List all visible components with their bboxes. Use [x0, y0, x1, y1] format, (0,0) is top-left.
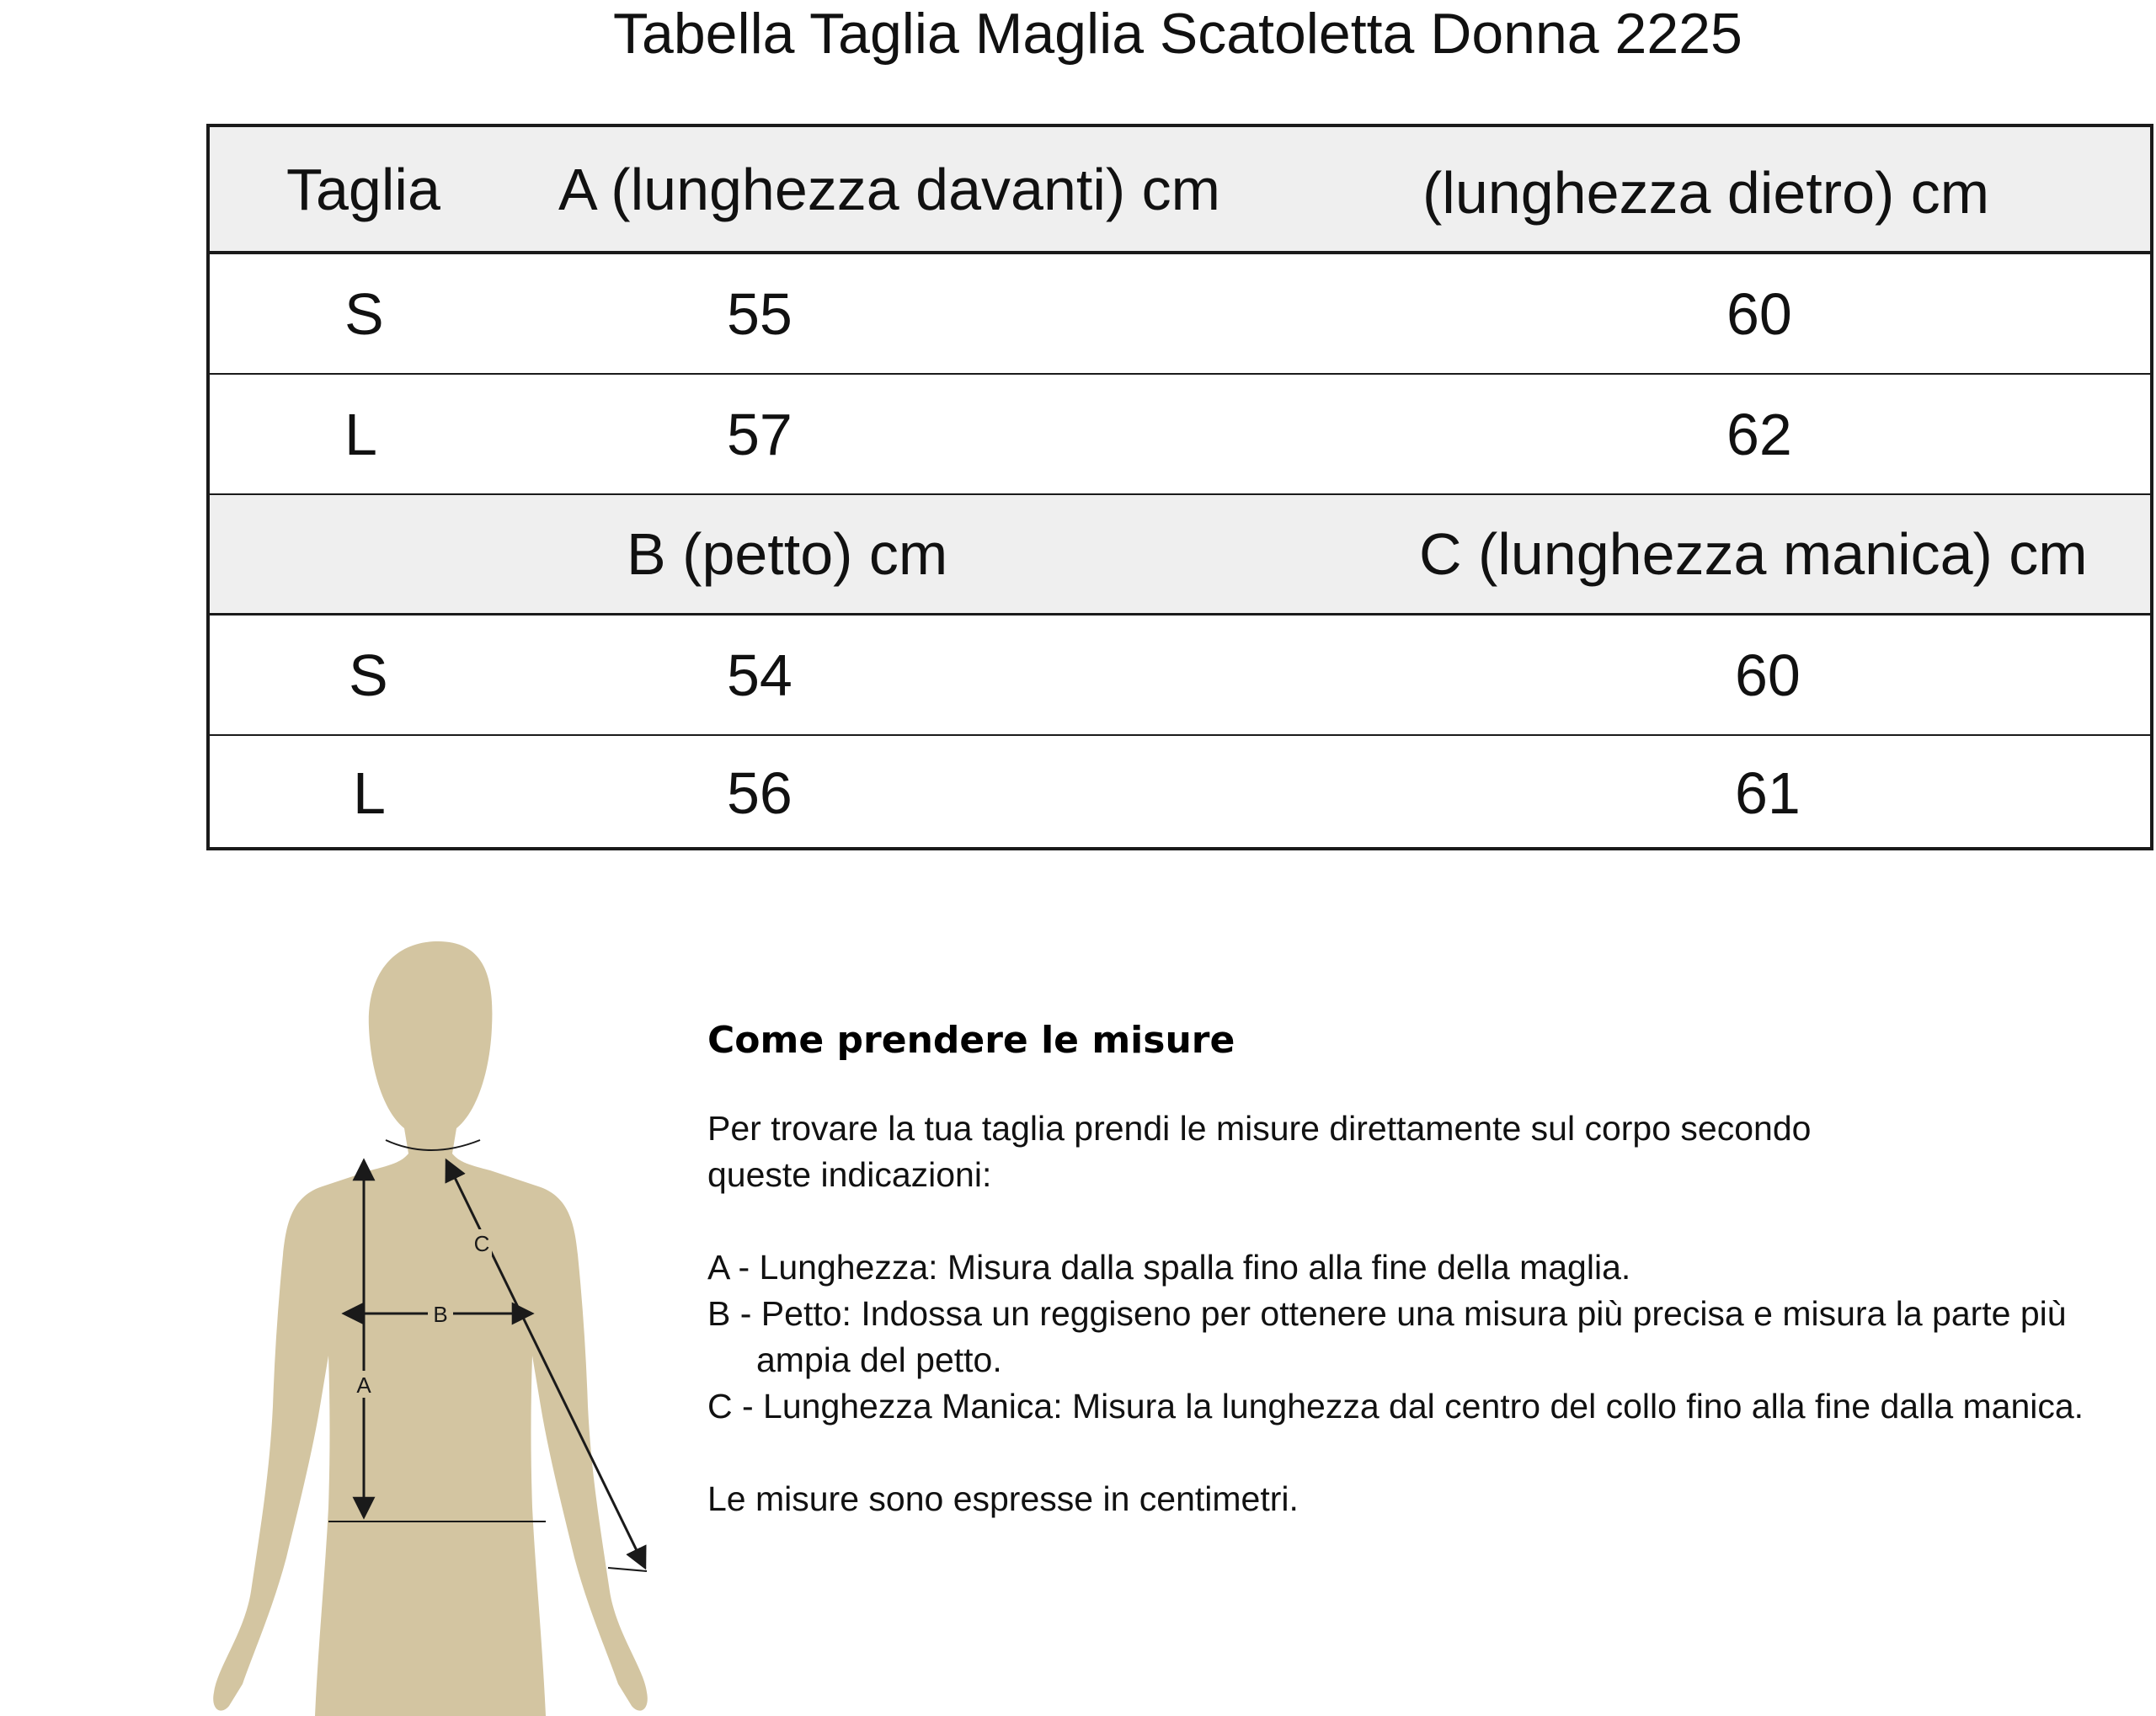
instruction-item-b — [707, 1291, 2139, 1383]
instruction-item-c — [707, 1383, 2139, 1430]
cell-front-length: 57 — [727, 401, 792, 467]
cell-back-length: 62 — [1726, 401, 1792, 467]
subheader-sleeve-length: C (lunghezza manica) cm — [1419, 521, 2088, 587]
subheader-chest: B (petto) cm — [627, 521, 948, 587]
cell-chest: 54 — [727, 642, 792, 708]
cell-size: L — [353, 760, 386, 826]
cell-sleeve-length: 61 — [1735, 760, 1801, 826]
header-front-length: A (lunghezza davanti) cm — [558, 156, 1220, 222]
instruction-text: Lunghezza: Misura dalla spalla fino alla fine della maglia. — [759, 1248, 1631, 1287]
instruction-key: B - — [707, 1294, 761, 1333]
cell-chest: 56 — [727, 760, 792, 826]
table-row — [210, 254, 2150, 375]
cell-size: S — [349, 642, 388, 708]
instructions-list — [707, 1244, 2139, 1430]
page-title-text: Tabella Taglia Maglia Scatoletta Donna 2225 — [613, 2, 1742, 66]
cell-back-length: 60 — [1726, 280, 1792, 347]
table-subheader-row — [210, 495, 2150, 616]
instruction-key: A - — [707, 1248, 760, 1287]
instruction-item-a — [707, 1244, 2139, 1291]
table-header-row — [210, 127, 2150, 254]
cell-size: L — [344, 401, 377, 467]
cell-size: S — [344, 280, 384, 347]
table-row — [210, 736, 2150, 850]
header-back-length: (lunghezza dietro) cm — [1422, 159, 1990, 226]
instructions-note: Le misure sono espresse in centimetri. — [707, 1479, 1299, 1518]
measure-a-label: A — [356, 1372, 371, 1398]
body-silhouette — [213, 941, 648, 1716]
size-table — [206, 124, 2153, 850]
instructions-intro — [707, 1106, 2139, 1198]
instruction-key: C - — [707, 1387, 764, 1426]
instruction-text: Petto: Indossa un reggiseno per ottenere una misura più precisa e misura la parte più ampia del petto. — [756, 1294, 2067, 1379]
body-measurement-figure — [202, 935, 674, 1716]
instructions-intro-line: Per trovare la tua taglia prendi le misure direttamente sul corpo secondo — [707, 1109, 1812, 1148]
instructions-heading: Come prendere le misure — [707, 1019, 1235, 1062]
table-row — [210, 616, 2150, 736]
page-title — [0, 0, 2156, 67]
instructions-intro-line: queste indicazioni: — [707, 1155, 992, 1194]
cell-front-length: 55 — [727, 280, 792, 347]
measure-c-label: C — [473, 1231, 490, 1256]
measure-b-label: B — [433, 1302, 448, 1327]
cuff-line — [608, 1568, 647, 1571]
instructions-panel — [707, 1019, 2139, 1522]
cell-sleeve-length: 60 — [1735, 642, 1801, 708]
table-row — [210, 375, 2150, 495]
instruction-text: Lunghezza Manica: Misura la lunghezza dal centro del collo fino alla fine dalla manica. — [763, 1387, 2084, 1426]
header-size: Taglia — [286, 156, 440, 222]
